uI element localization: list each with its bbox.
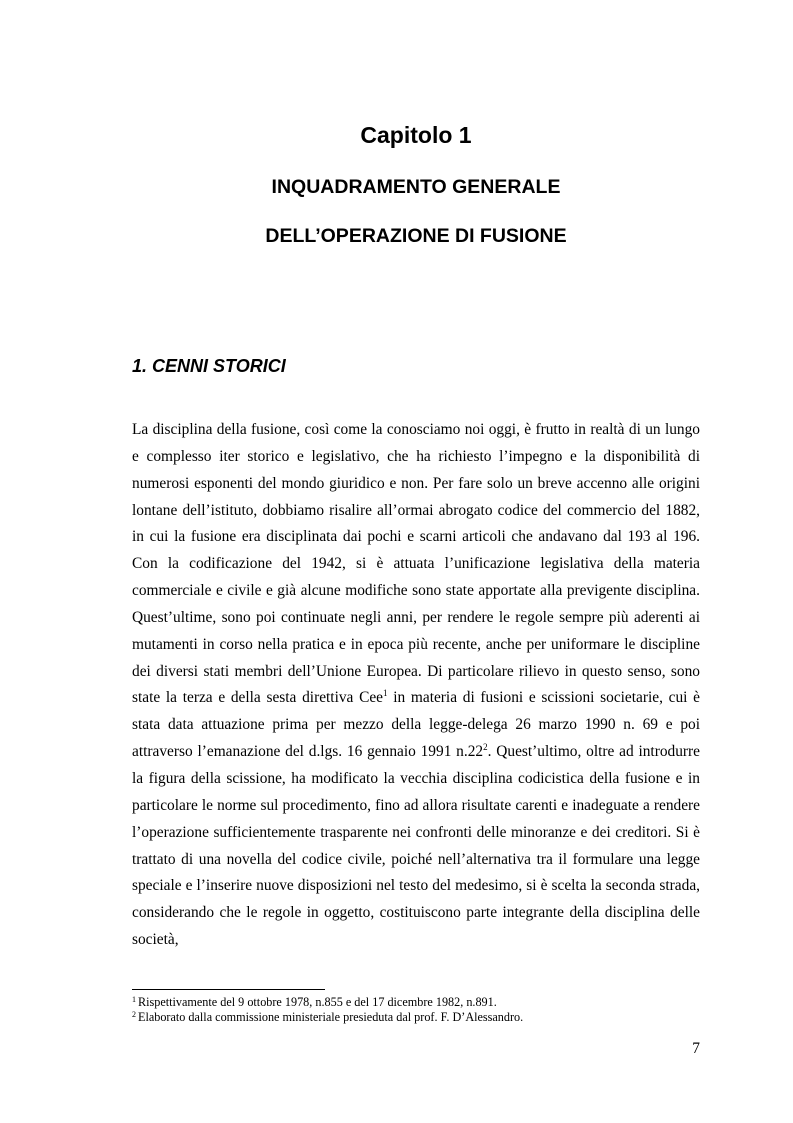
body-text-segment-1: La disciplina della fusione, così come la conosciamo noi oggi, è frutto in realtà di un lungo e complesso iter storico e legislativo, che ha richiesto l’impegno e la disponibilità di numerosi esponenti del mondo giuridico e non. Per fare solo un breve accenno alle origini lontane dell’istituto, dobbiamo risalire all’ormai abrogato codice del commercio del 1882, in cui la fusione era disciplinata dai pochi e scarni articoli che andavano dal 193 al 196. Con la codificazione del 1942, si è attuata l’unificazione legislativa della materia commerciale e civile e già alcune modifiche sono state apportate alla previgente disciplina. Quest’ultime, sono poi continuate negli anni, per rendere le regole sempre più aderenti ai mutamenti in corso nella pratica e in epoca più recente, anche per uniformare le discipline dei diversi stati membri dell’Unione Europea. Di particolare rilievo in questo senso, sono state la terza e della sesta direttiva Cee xyxy=(132,421,700,707)
chapter-label: Capitolo 1 xyxy=(360,122,472,148)
footnote-separator xyxy=(132,989,325,990)
chapter-title-line-1: INQUADRAMENTO GENERALE xyxy=(271,176,561,198)
chapter-title-line-2: DELL’OPERAZIONE DI FUSIONE xyxy=(265,225,567,247)
page-number: 7 xyxy=(692,1040,700,1057)
body-paragraph xyxy=(132,417,700,954)
footnote-text-1: Rispettivamente del 9 ottobre 1978, n.855 e del 17 dicembre 1982, n.891. xyxy=(138,995,497,1009)
footnote-number-1: 1 xyxy=(132,995,136,1004)
footnote-1 xyxy=(132,995,700,1010)
footnote-text-2: Elaborato dalla commissione ministeriale presieduta dal prof. F. D’Alessandro. xyxy=(138,1010,524,1024)
body-text-segment-3: . Quest’ultimo, oltre ad introdurre la figura della scissione, ha modificato la vecchia disciplina codicistica della fusione e in particolare le norme sul procedimento, fino ad allora risultate carenti e inadeguate a rendere l’operazione sufficientemente trasparente nei confronti delle minoranze e dei creditori. Si è trattato di una novella del codice civile, poiché nell’alternativa tra il formulare una legge speciale e l’inserire nuove disposizioni nel testo del medesimo, si è scelta la seconda strada, considerando che le regole in oggetto, costituiscono parte integrante della disciplina delle società, xyxy=(132,743,700,949)
footnotes xyxy=(132,995,700,1025)
section-heading: 1. CENNI STORICI xyxy=(132,356,286,376)
footnote-ref-1[interactable]: 1 xyxy=(383,688,388,699)
footnote-2 xyxy=(132,1010,700,1025)
body-text-segment-2: in materia di fusioni e scissioni societarie, cui è stata data attuazione prima per mezzo della legge-delega 26 marzo 1990 n. 69 e poi attraverso l’emanazione del d.lgs. 16 gennaio 1991 n.22 xyxy=(132,689,700,761)
footnote-number-2: 2 xyxy=(132,1010,136,1019)
footnote-ref-2[interactable]: 2 xyxy=(483,742,488,753)
